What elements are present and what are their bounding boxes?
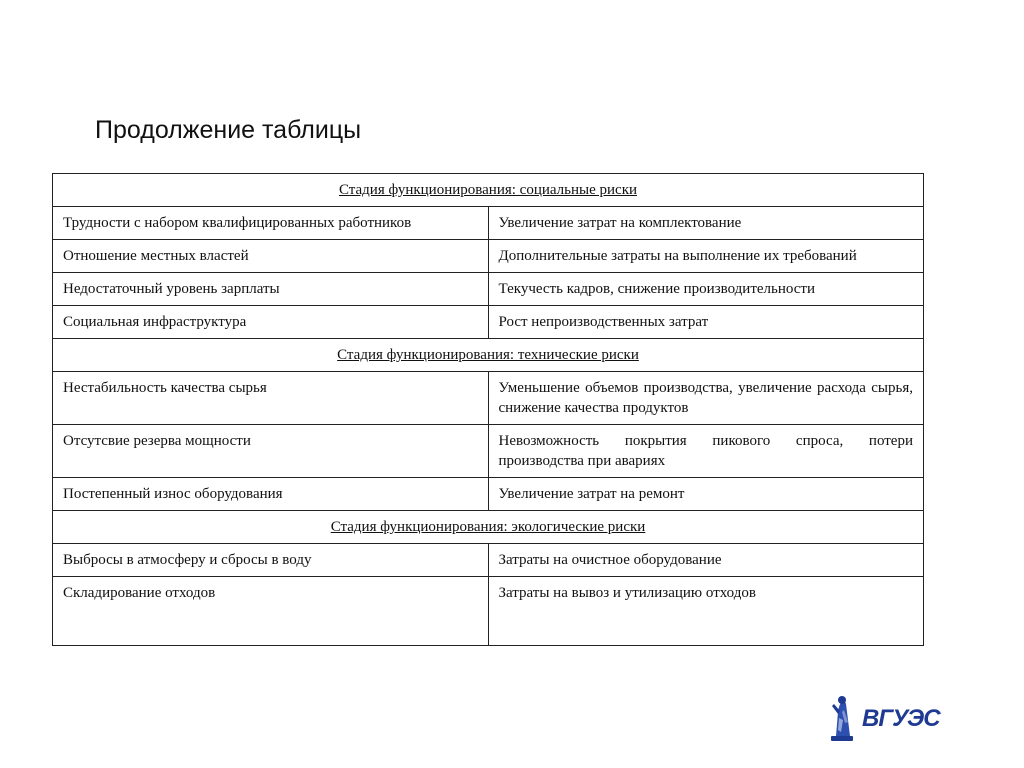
risk-factor-cell: Социальная инфраструктура (53, 306, 489, 339)
risk-consequence-cell: Дополнительные затраты на выполнение их требований (488, 240, 924, 273)
table-row (53, 240, 924, 273)
table-row (53, 207, 924, 240)
risk-consequence-cell: Невозможность покрытия пикового спроса, потери производства при авариях (488, 425, 924, 478)
risk-consequence-cell: Затраты на очистное оборудование (488, 544, 924, 577)
section-header: Стадия функционирования: социальные риски (53, 174, 924, 207)
section-row-technical (53, 339, 924, 372)
table-row (53, 577, 924, 646)
risk-consequence-cell: Затраты на вывоз и утилизацию отходов (488, 577, 924, 646)
risk-factor-cell: Выбросы в атмосферу и сбросы в воду (53, 544, 489, 577)
section-row-ecological (53, 511, 924, 544)
logo-text: ВГУЭС (862, 705, 940, 732)
risk-factor-cell: Отсутсвие резерва мощности (53, 425, 489, 478)
section-row-social (53, 174, 924, 207)
risk-factor-cell: Трудности с набором квалифицированных работников (53, 207, 489, 240)
risk-factor-cell: Нестабильность качества сырья (53, 372, 489, 425)
table-row (53, 372, 924, 425)
section-header: Стадия функционирования: технические риски (53, 339, 924, 372)
table-row (53, 306, 924, 339)
statue-icon (828, 692, 954, 744)
risk-consequence-cell: Рост непроизводственных затрат (488, 306, 924, 339)
table-row (53, 273, 924, 306)
table-row (53, 478, 924, 511)
risk-consequence-cell: Уменьшение объемов производства, увеличение расхода сырья, снижение качества продуктов (488, 372, 924, 425)
risk-consequence-cell: Увеличение затрат на ремонт (488, 478, 924, 511)
risk-factor-cell: Отношение местных властей (53, 240, 489, 273)
risk-table (52, 173, 924, 646)
risk-consequence-cell: Увеличение затрат на комплектование (488, 207, 924, 240)
table-row (53, 544, 924, 577)
risk-consequence-cell: Текучесть кадров, снижение производительности (488, 273, 924, 306)
section-header: Стадия функционирования: экологические риски (53, 511, 924, 544)
table-row (53, 425, 924, 478)
risk-factor-cell: Недостаточный уровень зарплаты (53, 273, 489, 306)
page-title: Продолжение таблицы (95, 116, 362, 144)
risk-factor-cell: Постепенный износ оборудования (53, 478, 489, 511)
university-logo (828, 692, 954, 744)
risk-factor-cell: Складирование отходов (53, 577, 489, 646)
